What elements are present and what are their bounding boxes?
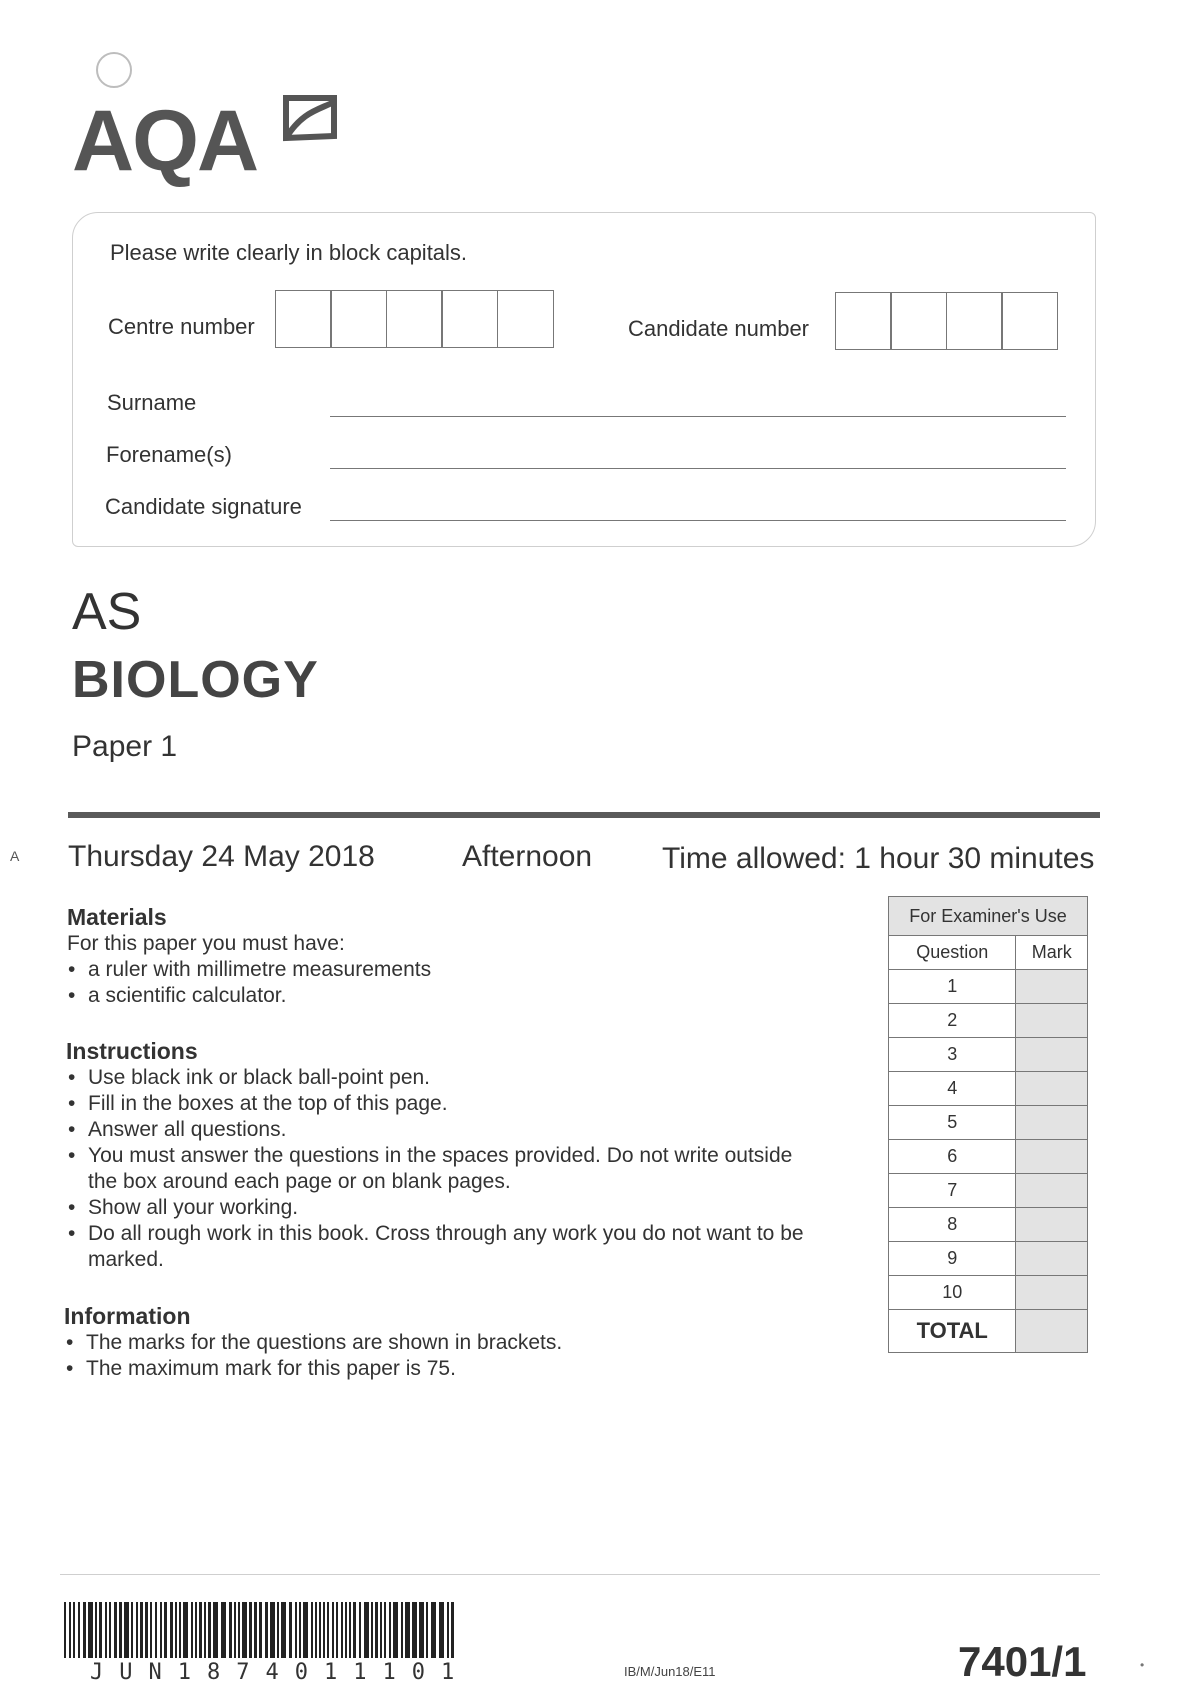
candidate-number-digit[interactable] xyxy=(835,292,892,350)
question-number: 7 xyxy=(889,1174,1016,1208)
candidate-number-digit[interactable] xyxy=(890,292,947,350)
punch-hole xyxy=(96,52,132,88)
list-item: • The maximum mark for this paper is 75. xyxy=(64,1356,824,1382)
examiners-use-table xyxy=(888,896,1088,1353)
question-number: 10 xyxy=(889,1276,1016,1310)
candidate-number-boxes[interactable] xyxy=(836,292,1058,350)
list-item: • Show all your working. xyxy=(66,1195,826,1221)
qualification-level: AS xyxy=(72,583,142,641)
paper-code: 7401/1 xyxy=(958,1638,1087,1685)
forenames-field[interactable] xyxy=(330,468,1066,469)
question-column-header: Question xyxy=(889,936,1016,970)
materials-list xyxy=(66,957,826,1009)
barcode xyxy=(64,1602,454,1658)
mark-column-header: Mark xyxy=(1016,936,1088,970)
information-heading: Information xyxy=(64,1303,191,1329)
leaf-icon xyxy=(282,92,338,142)
total-label: TOTAL xyxy=(889,1310,1016,1353)
question-number: 6 xyxy=(889,1140,1016,1174)
centre-number-digit[interactable] xyxy=(386,290,443,348)
table-row xyxy=(889,1038,1088,1072)
centre-number-digit[interactable] xyxy=(441,290,498,348)
list-item: • a ruler with millimetre measurements xyxy=(66,957,826,983)
list-item: • Answer all questions. xyxy=(66,1117,826,1143)
signature-field[interactable] xyxy=(330,520,1066,521)
question-number: 8 xyxy=(889,1208,1016,1242)
candidate-number-label: Candidate number xyxy=(628,316,810,341)
information-list xyxy=(64,1330,824,1382)
mark-cell[interactable] xyxy=(1016,1208,1088,1242)
centre-number-boxes[interactable] xyxy=(276,290,554,348)
time-allowed: Time allowed: 1 hour 30 minutes xyxy=(662,842,1095,875)
footer-rule xyxy=(60,1574,1100,1575)
surname-field[interactable] xyxy=(330,416,1066,417)
centre-number-digit[interactable] xyxy=(330,290,387,348)
aqa-logo: AQA xyxy=(72,93,258,189)
exam-session: Afternoon xyxy=(462,840,593,873)
mark-cell[interactable] xyxy=(1016,1004,1088,1038)
examiners-use-title: For Examiner's Use xyxy=(889,897,1088,936)
question-number: 1 xyxy=(889,970,1016,1004)
table-row xyxy=(889,1004,1088,1038)
subject-title: BIOLOGY xyxy=(72,651,319,709)
question-number: 3 xyxy=(889,1038,1016,1072)
corner-dot: • xyxy=(1140,1658,1145,1672)
table-row xyxy=(889,1140,1088,1174)
mark-cell[interactable] xyxy=(1016,1038,1088,1072)
margin-mark: A xyxy=(10,848,20,864)
list-item: • Use black ink or black ball-point pen. xyxy=(66,1065,826,1091)
list-item: • You must answer the questions in the spaces provided. Do not write outside the box around each page or on blank pages. xyxy=(66,1143,826,1195)
mark-cell[interactable] xyxy=(1016,970,1088,1004)
instructions-list xyxy=(66,1065,826,1273)
materials-heading: Materials xyxy=(67,904,167,930)
list-item: • Fill in the boxes at the top of this page. xyxy=(66,1091,826,1117)
table-row xyxy=(889,1174,1088,1208)
signature-label: Candidate signature xyxy=(105,494,302,519)
table-row xyxy=(889,1106,1088,1140)
barcode-number: JUN1874011101 xyxy=(90,1660,471,1685)
total-mark-cell[interactable] xyxy=(1016,1310,1088,1353)
total-row xyxy=(889,1310,1088,1353)
centre-number-label: Centre number xyxy=(108,314,255,339)
paper-number: Paper 1 xyxy=(72,730,178,763)
instructions-heading: Instructions xyxy=(66,1038,198,1064)
question-number: 5 xyxy=(889,1106,1016,1140)
list-item: • Do all rough work in this book. Cross through any work you do not want to be marked. xyxy=(66,1221,826,1273)
materials-intro: For this paper you must have: xyxy=(67,932,345,955)
mark-cell[interactable] xyxy=(1016,1072,1088,1106)
mark-cell[interactable] xyxy=(1016,1242,1088,1276)
table-row xyxy=(889,1276,1088,1310)
forenames-label: Forename(s) xyxy=(106,442,232,467)
divider-rule xyxy=(68,812,1100,818)
table-row xyxy=(889,1242,1088,1276)
mark-cell[interactable] xyxy=(1016,1106,1088,1140)
surname-label: Surname xyxy=(107,390,197,415)
candidate-number-digit[interactable] xyxy=(1001,292,1058,350)
list-item: • The marks for the questions are shown in brackets. xyxy=(64,1330,824,1356)
table-row xyxy=(889,1208,1088,1242)
list-item: • a scientific calculator. xyxy=(66,983,826,1009)
candidate-number-digit[interactable] xyxy=(946,292,1003,350)
mark-cell[interactable] xyxy=(1016,1276,1088,1310)
question-number: 4 xyxy=(889,1072,1016,1106)
exam-date: Thursday 24 May 2018 xyxy=(68,840,375,873)
question-number: 9 xyxy=(889,1242,1016,1276)
mark-cell[interactable] xyxy=(1016,1140,1088,1174)
table-row xyxy=(889,970,1088,1004)
paper-reference: IB/M/Jun18/E11 xyxy=(624,1664,716,1679)
centre-number-digit[interactable] xyxy=(275,290,332,348)
mark-cell[interactable] xyxy=(1016,1174,1088,1208)
centre-number-digit[interactable] xyxy=(497,290,554,348)
block-capitals-instruction: Please write clearly in block capitals. xyxy=(110,240,468,265)
question-number: 2 xyxy=(889,1004,1016,1038)
table-row xyxy=(889,1072,1088,1106)
